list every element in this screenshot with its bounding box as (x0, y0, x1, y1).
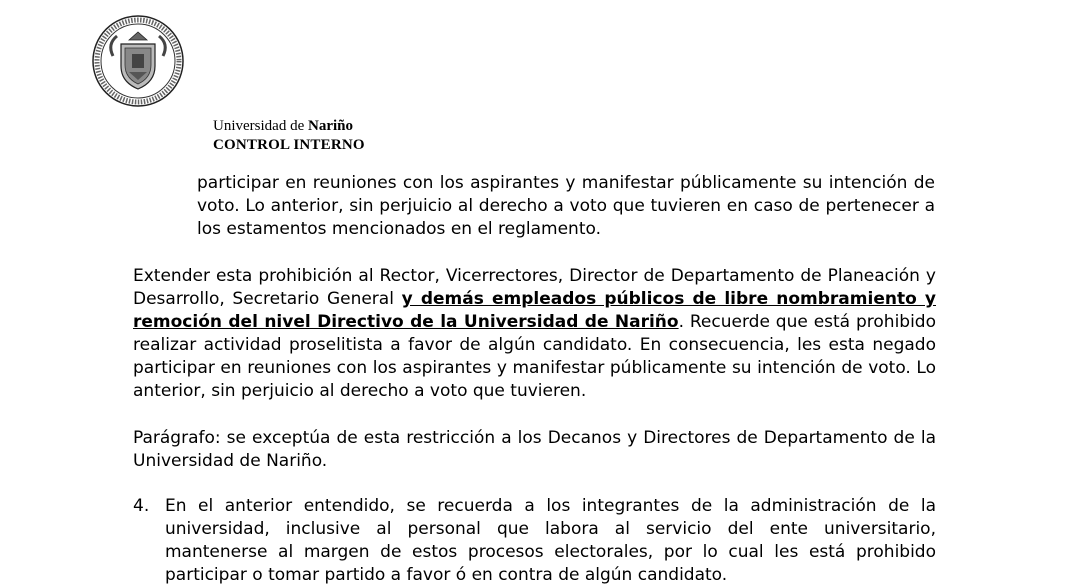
university-name: Universidad de Nariño (213, 118, 353, 134)
list-item-text: En el anterior entendido, se recuerda a los integrantes de la administración de la universidad, inclusive al personal que labora al servicio del ente universitario, mantenerse al margen de estos procesos electorales, por lo cual les está prohibido participar o tomar partido a favor ó en contra de algún candidato. (165, 496, 936, 585)
list-item (133, 495, 936, 587)
paragraph-continuation: participar en reuniones con los aspirantes y manifestar públicamente su intención de voto. Lo anterior, sin perjuicio al derecho a voto que tuvieren en caso de pertenecer a los estamentos mencionados en el reglamento. (197, 173, 935, 239)
university-seal-icon (91, 14, 185, 108)
paragraph-prohibition: Extender esta prohibición al Rector, Vicerrectores, Director de Departamento de Planeación y Desarrollo, Secretario General y demás empleados públicos de libre nombramiento y remoción del nivel Directivo de la Universidad de Nariño. Recuerde que está prohibido realizar actividad proselitista a favor de algún candidato. En consecuencia, les esta negado participar en reuniones con los aspirantes y manifestar públicamente su intención de voto. Lo anterior, sin perjuicio al derecho a voto que tuvieren. (133, 266, 936, 401)
document-header (213, 117, 365, 155)
list-item-number: 4. (133, 496, 150, 516)
department-name: CONTROL INTERNO (213, 137, 365, 153)
emphasized-text: y demás empleados públicos de libre nombramiento y remoción del nivel Directivo de la Universidad de Nariño (133, 289, 936, 332)
paragraph-exception: Parágrafo: se exceptúa de esta restricción a los Decanos y Directores de Departamento de la Universidad de Nariño. (133, 428, 936, 471)
